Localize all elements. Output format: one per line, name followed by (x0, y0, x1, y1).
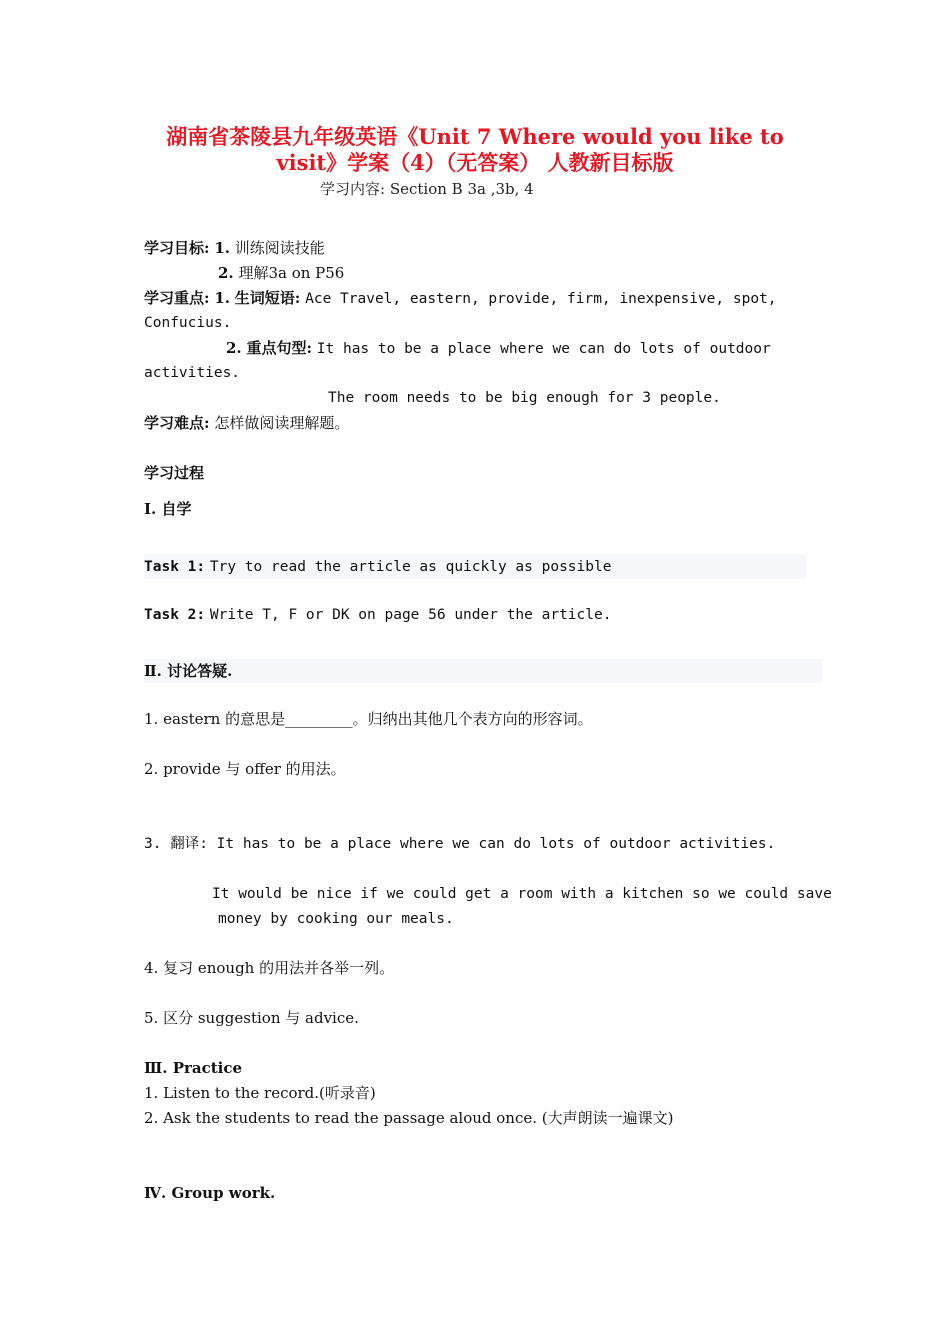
question-5: 5. 区分 suggestion 与 advice. (144, 1009, 359, 1027)
key-points-row-1 (144, 286, 777, 311)
practice-item-1: 1. Listen to the record.(听录音) (144, 1084, 376, 1102)
question-4: 4. 复习 enough 的用法并各举一列。 (144, 959, 395, 977)
section-1-heading: Ⅰ. 自学 (144, 500, 192, 518)
task-1-label: Task 1: (144, 559, 206, 575)
vocab-line-1: Ace Travel, eastern, provide, firm, inexpensive, spot, (305, 291, 777, 307)
objectives-label: 学习目标: (144, 239, 210, 257)
difficulty-label: 学习难点: (144, 414, 210, 432)
question-3: 3. 翻译: It has to be a place where we can do lots of outdoor activities. (144, 836, 776, 852)
section-3-heading: Ⅲ. Practice (144, 1059, 243, 1077)
objective-1-text: 训练阅读技能 (234, 239, 325, 257)
section-4-heading: Ⅳ. Group work. (144, 1184, 276, 1202)
key-points-label: 学习重点: (144, 289, 210, 307)
sentence-number: 2. (226, 339, 242, 357)
process-heading: 学习过程 (144, 464, 205, 482)
task-1-row (144, 554, 806, 579)
vocab-line-2: Confucius. (144, 315, 232, 331)
objectives-row-1 (144, 236, 325, 260)
sentence-line-1: It has to be a place where we can do lots of outdoor (316, 341, 771, 357)
task-2-label: Task 2: (144, 607, 206, 623)
doc-title-line-2: visit》学案（4）（无答案） 人教新目标版 (276, 150, 674, 175)
section-2-heading: Ⅱ. 讨论答疑. (144, 659, 822, 683)
task-1-text: Try to read the article as quickly as possible (209, 559, 612, 575)
question-3-line-3: money by cooking our meals. (218, 911, 454, 927)
difficulty-text: 怎样做阅读理解题。 (214, 414, 350, 432)
sentence-line-2: activities. (144, 365, 241, 381)
task-2-row (144, 602, 611, 627)
difficulty-row (144, 411, 349, 435)
task-2-text: Write T, F or DK on page 56 under the article. (209, 607, 612, 623)
objective-2-number: 2. (218, 264, 234, 282)
question-2: 2. provide 与 offer 的用法。 (144, 760, 346, 778)
content-line: 学习内容: Section B 3a ,3b, 4 (320, 180, 534, 198)
vocab-number: 1. (214, 289, 230, 307)
objectives-row-2 (218, 261, 344, 285)
practice-item-2: 2. Ask the students to read the passage aloud once. (大声朗读一遍课文) (144, 1109, 674, 1127)
sentence-line-3: The room needs to be big enough for 3 people. (328, 390, 721, 406)
sentence-label: 重点句型: (246, 339, 312, 357)
sentence-row-1 (226, 336, 771, 361)
vocab-label: 生词短语: (234, 289, 301, 307)
doc-title-line-1: 湖南省茶陵县九年级英语《Unit 7 Where would you like to (166, 124, 784, 149)
question-1: 1. eastern 的意思是_________。归纳出其他几个表方向的形容词。 (144, 710, 593, 728)
question-3-line-2: It would be nice if we could get a room with a kitchen so we could save (212, 886, 832, 902)
objective-2-text: 理解3a on P56 (238, 264, 345, 282)
objective-1-number: 1. (214, 239, 230, 257)
